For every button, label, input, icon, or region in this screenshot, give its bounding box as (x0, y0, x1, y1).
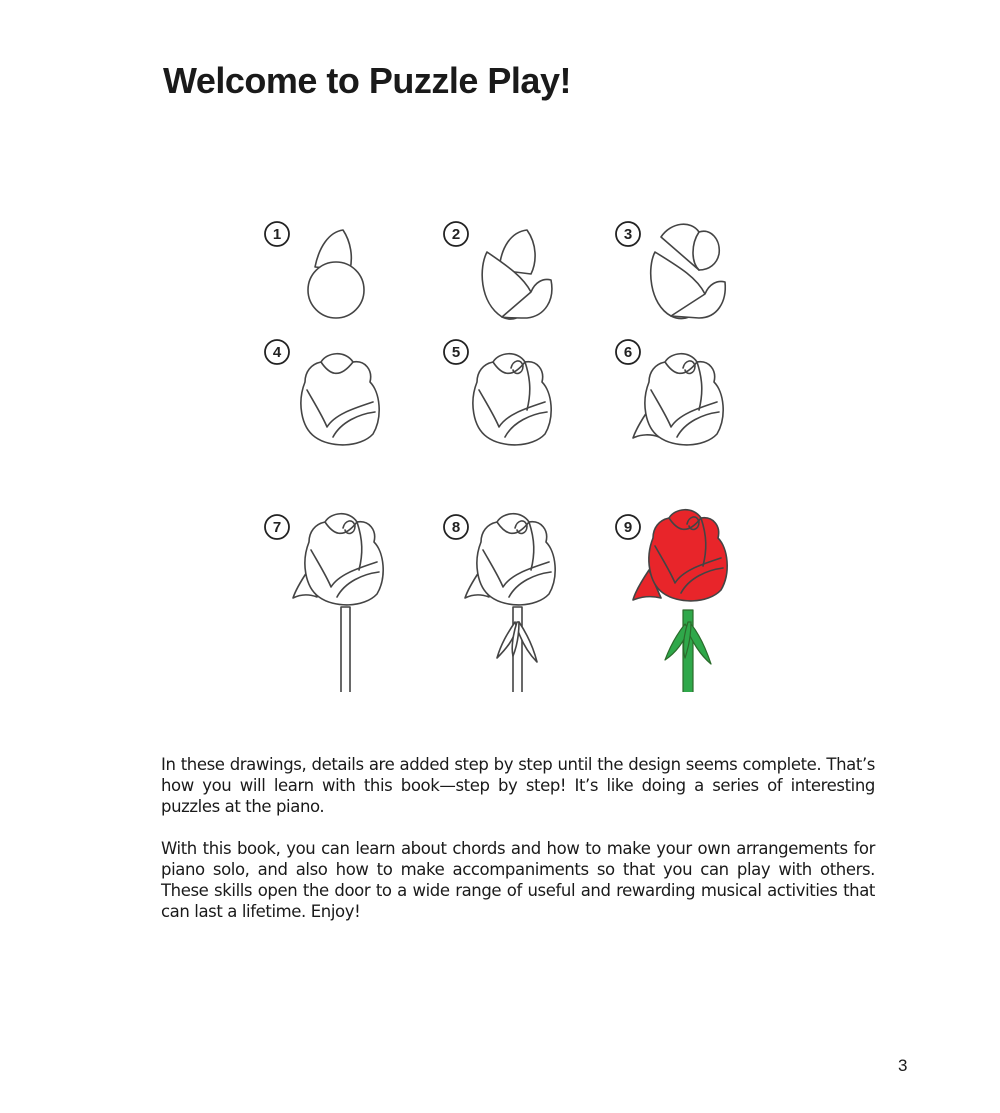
step-badge-9 (616, 515, 640, 539)
step-badge-5 (444, 340, 468, 364)
page-title: Welcome to Puzzle Play! (163, 60, 571, 101)
svg-text:2: 2 (451, 226, 461, 243)
svg-text:8: 8 (451, 519, 461, 536)
svg-text:7: 7 (272, 519, 282, 536)
rose-drawing-steps-figure (255, 212, 755, 692)
svg-text:3: 3 (623, 226, 633, 243)
svg-text:5: 5 (451, 344, 461, 361)
step-badge-3 (616, 222, 640, 246)
step-7-drawing (293, 514, 383, 692)
step-badge-8 (444, 515, 468, 539)
svg-text:6: 6 (623, 344, 633, 361)
svg-text:1: 1 (272, 226, 282, 243)
step-3-drawing (651, 224, 726, 318)
step-badge-7 (265, 515, 289, 539)
step-1-drawing (308, 230, 364, 318)
svg-text:4: 4 (272, 344, 282, 361)
step-6-drawing (633, 354, 723, 445)
step-badge-6 (616, 340, 640, 364)
step-badge-1 (265, 222, 289, 246)
step-5-drawing (473, 354, 551, 445)
step-4-drawing (301, 354, 379, 445)
page-number: 3 (898, 1056, 908, 1075)
intro-paragraph-1: In these drawings, details are added step by step until the design seems complete. That’s how you will learn with this book—step by step! It’s like doing a series of interesting puzzles at the piano. (161, 755, 875, 816)
step-2-drawing (482, 230, 552, 319)
step-8-drawing (465, 514, 555, 692)
intro-paragraph-2: With this book, you can learn about chords and how to make your own arrangements for piano solo, and also how to make accompaniments so that you can play with others. These skills open the door to a wide range of useful and rewarding musical activities that can last a lifetime. Enjoy! (161, 839, 875, 921)
step-badge-2 (444, 222, 468, 246)
svg-text:9: 9 (623, 519, 633, 536)
step-9-drawing (633, 510, 727, 692)
intro-text (161, 754, 875, 943)
step-badge-4 (265, 340, 289, 364)
